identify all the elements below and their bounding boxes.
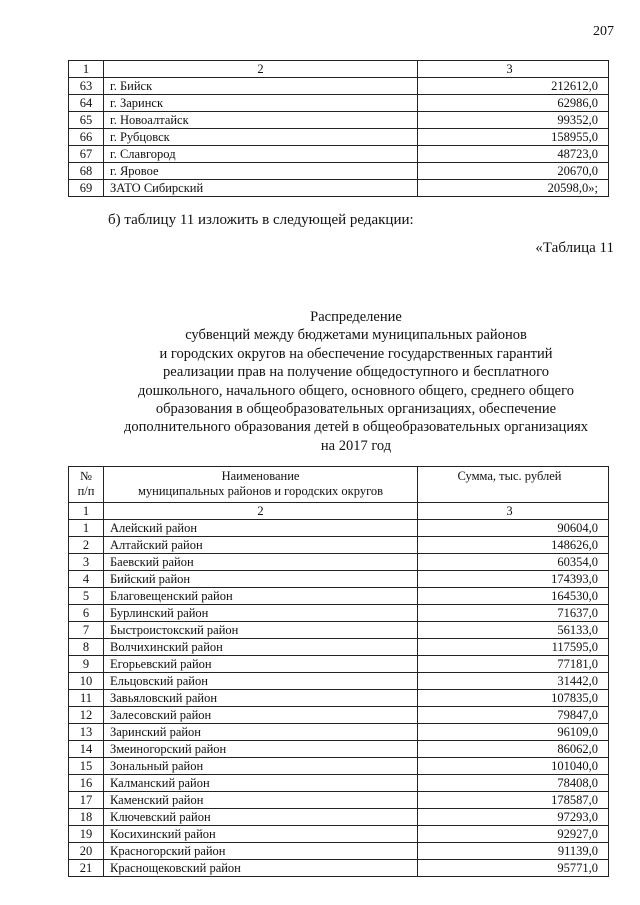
row-sum: 212612,0 [418, 78, 609, 95]
heading-line: на 2017 год [320, 437, 392, 454]
row-sum: 90604,0 [418, 520, 609, 537]
row-number: 13 [69, 724, 104, 741]
row-number: 69 [69, 180, 104, 197]
row-name: Залесовский район [104, 707, 418, 724]
row-sum: 101040,0 [418, 758, 609, 775]
row-name: Бийский район [104, 571, 418, 588]
table-row [69, 741, 609, 758]
table-row [69, 146, 609, 163]
table-row [69, 588, 609, 605]
column-index: 3 [418, 503, 609, 520]
row-sum: 91139,0 [418, 843, 609, 860]
heading-line: субвенций между бюджетами муниципальных районов [185, 327, 527, 344]
column-index: 2 [104, 61, 418, 78]
row-name: г. Бийск [104, 78, 418, 95]
row-name: Красногорский район [104, 843, 418, 860]
row-name: г. Новоалтайск [104, 112, 418, 129]
row-name: Алейский район [104, 520, 418, 537]
heading-line: реализации прав на получение общедоступного и бесплатного [163, 364, 549, 381]
table-row [69, 622, 609, 639]
row-name: ЗАТО Сибирский [104, 180, 418, 197]
row-number: 66 [69, 129, 104, 146]
row-sum: 92927,0 [418, 826, 609, 843]
table-row [69, 690, 609, 707]
row-name: Ключевский район [104, 809, 418, 826]
distribution-table-body [69, 520, 609, 877]
table-row [69, 758, 609, 775]
row-name: Завьяловский район [104, 690, 418, 707]
row-sum: 77181,0 [418, 656, 609, 673]
row-number: 1 [69, 520, 104, 537]
row-number: 10 [69, 673, 104, 690]
row-name: Калманский район [104, 775, 418, 792]
row-sum: 107835,0 [418, 690, 609, 707]
column-index: 2 [104, 503, 418, 520]
header-line: п/п [77, 484, 95, 498]
row-name: г. Заринск [104, 95, 418, 112]
page-number: 207 [593, 24, 614, 39]
table-row [69, 537, 609, 554]
row-sum: 174393,0 [418, 571, 609, 588]
table-row [69, 656, 609, 673]
heading-line: и городских округов на обеспечение государственных гарантий [159, 345, 553, 362]
row-name: Алтайский район [104, 537, 418, 554]
column-header-name [104, 467, 418, 503]
row-name: Косихинский район [104, 826, 418, 843]
row-name: г. Яровое [104, 163, 418, 180]
row-number: 18 [69, 809, 104, 826]
table-row [69, 792, 609, 809]
row-number: 21 [69, 860, 104, 877]
row-sum: 56133,0 [418, 622, 609, 639]
row-number: 12 [69, 707, 104, 724]
header-line: муниципальных районов и городских округов [137, 484, 384, 498]
row-number: 14 [69, 741, 104, 758]
row-sum: 99352,0 [418, 112, 609, 129]
row-name: г. Славгород [104, 146, 418, 163]
row-name: Благовещенский район [104, 588, 418, 605]
row-name: Баевский район [104, 554, 418, 571]
row-name: Егорьевский район [104, 656, 418, 673]
table-index-row [69, 503, 609, 520]
row-sum: 86062,0 [418, 741, 609, 758]
table-row [69, 860, 609, 877]
row-name: Змеиногорский район [104, 741, 418, 758]
row-sum: 20598,0»; [418, 180, 609, 197]
row-number: 5 [69, 588, 104, 605]
table-row [69, 180, 609, 197]
row-number: 15 [69, 758, 104, 775]
table-header-row [69, 467, 609, 503]
row-number: 16 [69, 775, 104, 792]
table-row [69, 554, 609, 571]
row-number: 6 [69, 605, 104, 622]
row-name: Бурлинский район [104, 605, 418, 622]
row-sum: 20670,0 [418, 163, 609, 180]
row-number: 65 [69, 112, 104, 129]
table-row [69, 129, 609, 146]
row-name: Ельцовский район [104, 673, 418, 690]
table-row [69, 775, 609, 792]
heading-line: Распределение [310, 309, 402, 325]
row-sum: 48723,0 [418, 146, 609, 163]
heading-line: дополнительного образования детей в общеобразовательных организациях [124, 419, 588, 436]
row-sum: 78408,0 [418, 775, 609, 792]
row-sum: 158955,0 [418, 129, 609, 146]
row-sum: 117595,0 [418, 639, 609, 656]
header-line: Наименование [221, 469, 300, 483]
row-name: Зональный район [104, 758, 418, 775]
column-index: 3 [418, 61, 609, 78]
table-row [69, 163, 609, 180]
row-name: Волчихинский район [104, 639, 418, 656]
row-name: Быстроистокский район [104, 622, 418, 639]
column-index: 1 [69, 61, 104, 78]
column-index: 1 [69, 503, 104, 520]
row-number: 67 [69, 146, 104, 163]
row-number: 20 [69, 843, 104, 860]
row-number: 11 [69, 690, 104, 707]
distribution-table [68, 466, 609, 877]
row-name: Краснощековский район [104, 860, 418, 877]
table-row [69, 826, 609, 843]
row-sum: 97293,0 [418, 809, 609, 826]
table-caption: «Таблица 11 [535, 240, 614, 256]
table-row [69, 843, 609, 860]
row-number: 63 [69, 78, 104, 95]
column-header-number [69, 467, 104, 503]
row-sum: 178587,0 [418, 792, 609, 809]
continued-table [68, 60, 609, 197]
row-number: 68 [69, 163, 104, 180]
row-sum: 31442,0 [418, 673, 609, 690]
row-sum: 60354,0 [418, 554, 609, 571]
row-number: 9 [69, 656, 104, 673]
row-number: 19 [69, 826, 104, 843]
table-row [69, 520, 609, 537]
instruction-text: б) таблицу 11 изложить в следующей редакции: [108, 212, 414, 228]
row-sum: 148626,0 [418, 537, 609, 554]
table-row [69, 809, 609, 826]
heading-line: образования в общеобразовательных организациях, обеспечение [155, 401, 557, 418]
row-name: г. Рубцовск [104, 129, 418, 146]
table-row [69, 112, 609, 129]
table-row [69, 95, 609, 112]
header-line: № [80, 469, 92, 483]
row-sum: 96109,0 [418, 724, 609, 741]
table-heading [68, 308, 640, 455]
table-row [69, 707, 609, 724]
row-sum: 79847,0 [418, 707, 609, 724]
row-number: 8 [69, 639, 104, 656]
heading-line: дошкольного, начального общего, основного общего, среднего общего [138, 382, 574, 399]
table-row [69, 724, 609, 741]
table-row [69, 605, 609, 622]
row-sum: 164530,0 [418, 588, 609, 605]
row-number: 64 [69, 95, 104, 112]
column-header-sum: Сумма, тыс. рублей [418, 467, 609, 503]
table-row [69, 78, 609, 95]
row-number: 7 [69, 622, 104, 639]
row-sum: 71637,0 [418, 605, 609, 622]
row-number: 17 [69, 792, 104, 809]
continued-table-body [69, 78, 609, 197]
table-index-row [69, 61, 609, 78]
row-number: 2 [69, 537, 104, 554]
row-number: 3 [69, 554, 104, 571]
row-name: Каменский район [104, 792, 418, 809]
table-row [69, 639, 609, 656]
row-number: 4 [69, 571, 104, 588]
row-sum: 95771,0 [418, 860, 609, 877]
row-name: Заринский район [104, 724, 418, 741]
row-sum: 62986,0 [418, 95, 609, 112]
table-row [69, 571, 609, 588]
table-row [69, 673, 609, 690]
